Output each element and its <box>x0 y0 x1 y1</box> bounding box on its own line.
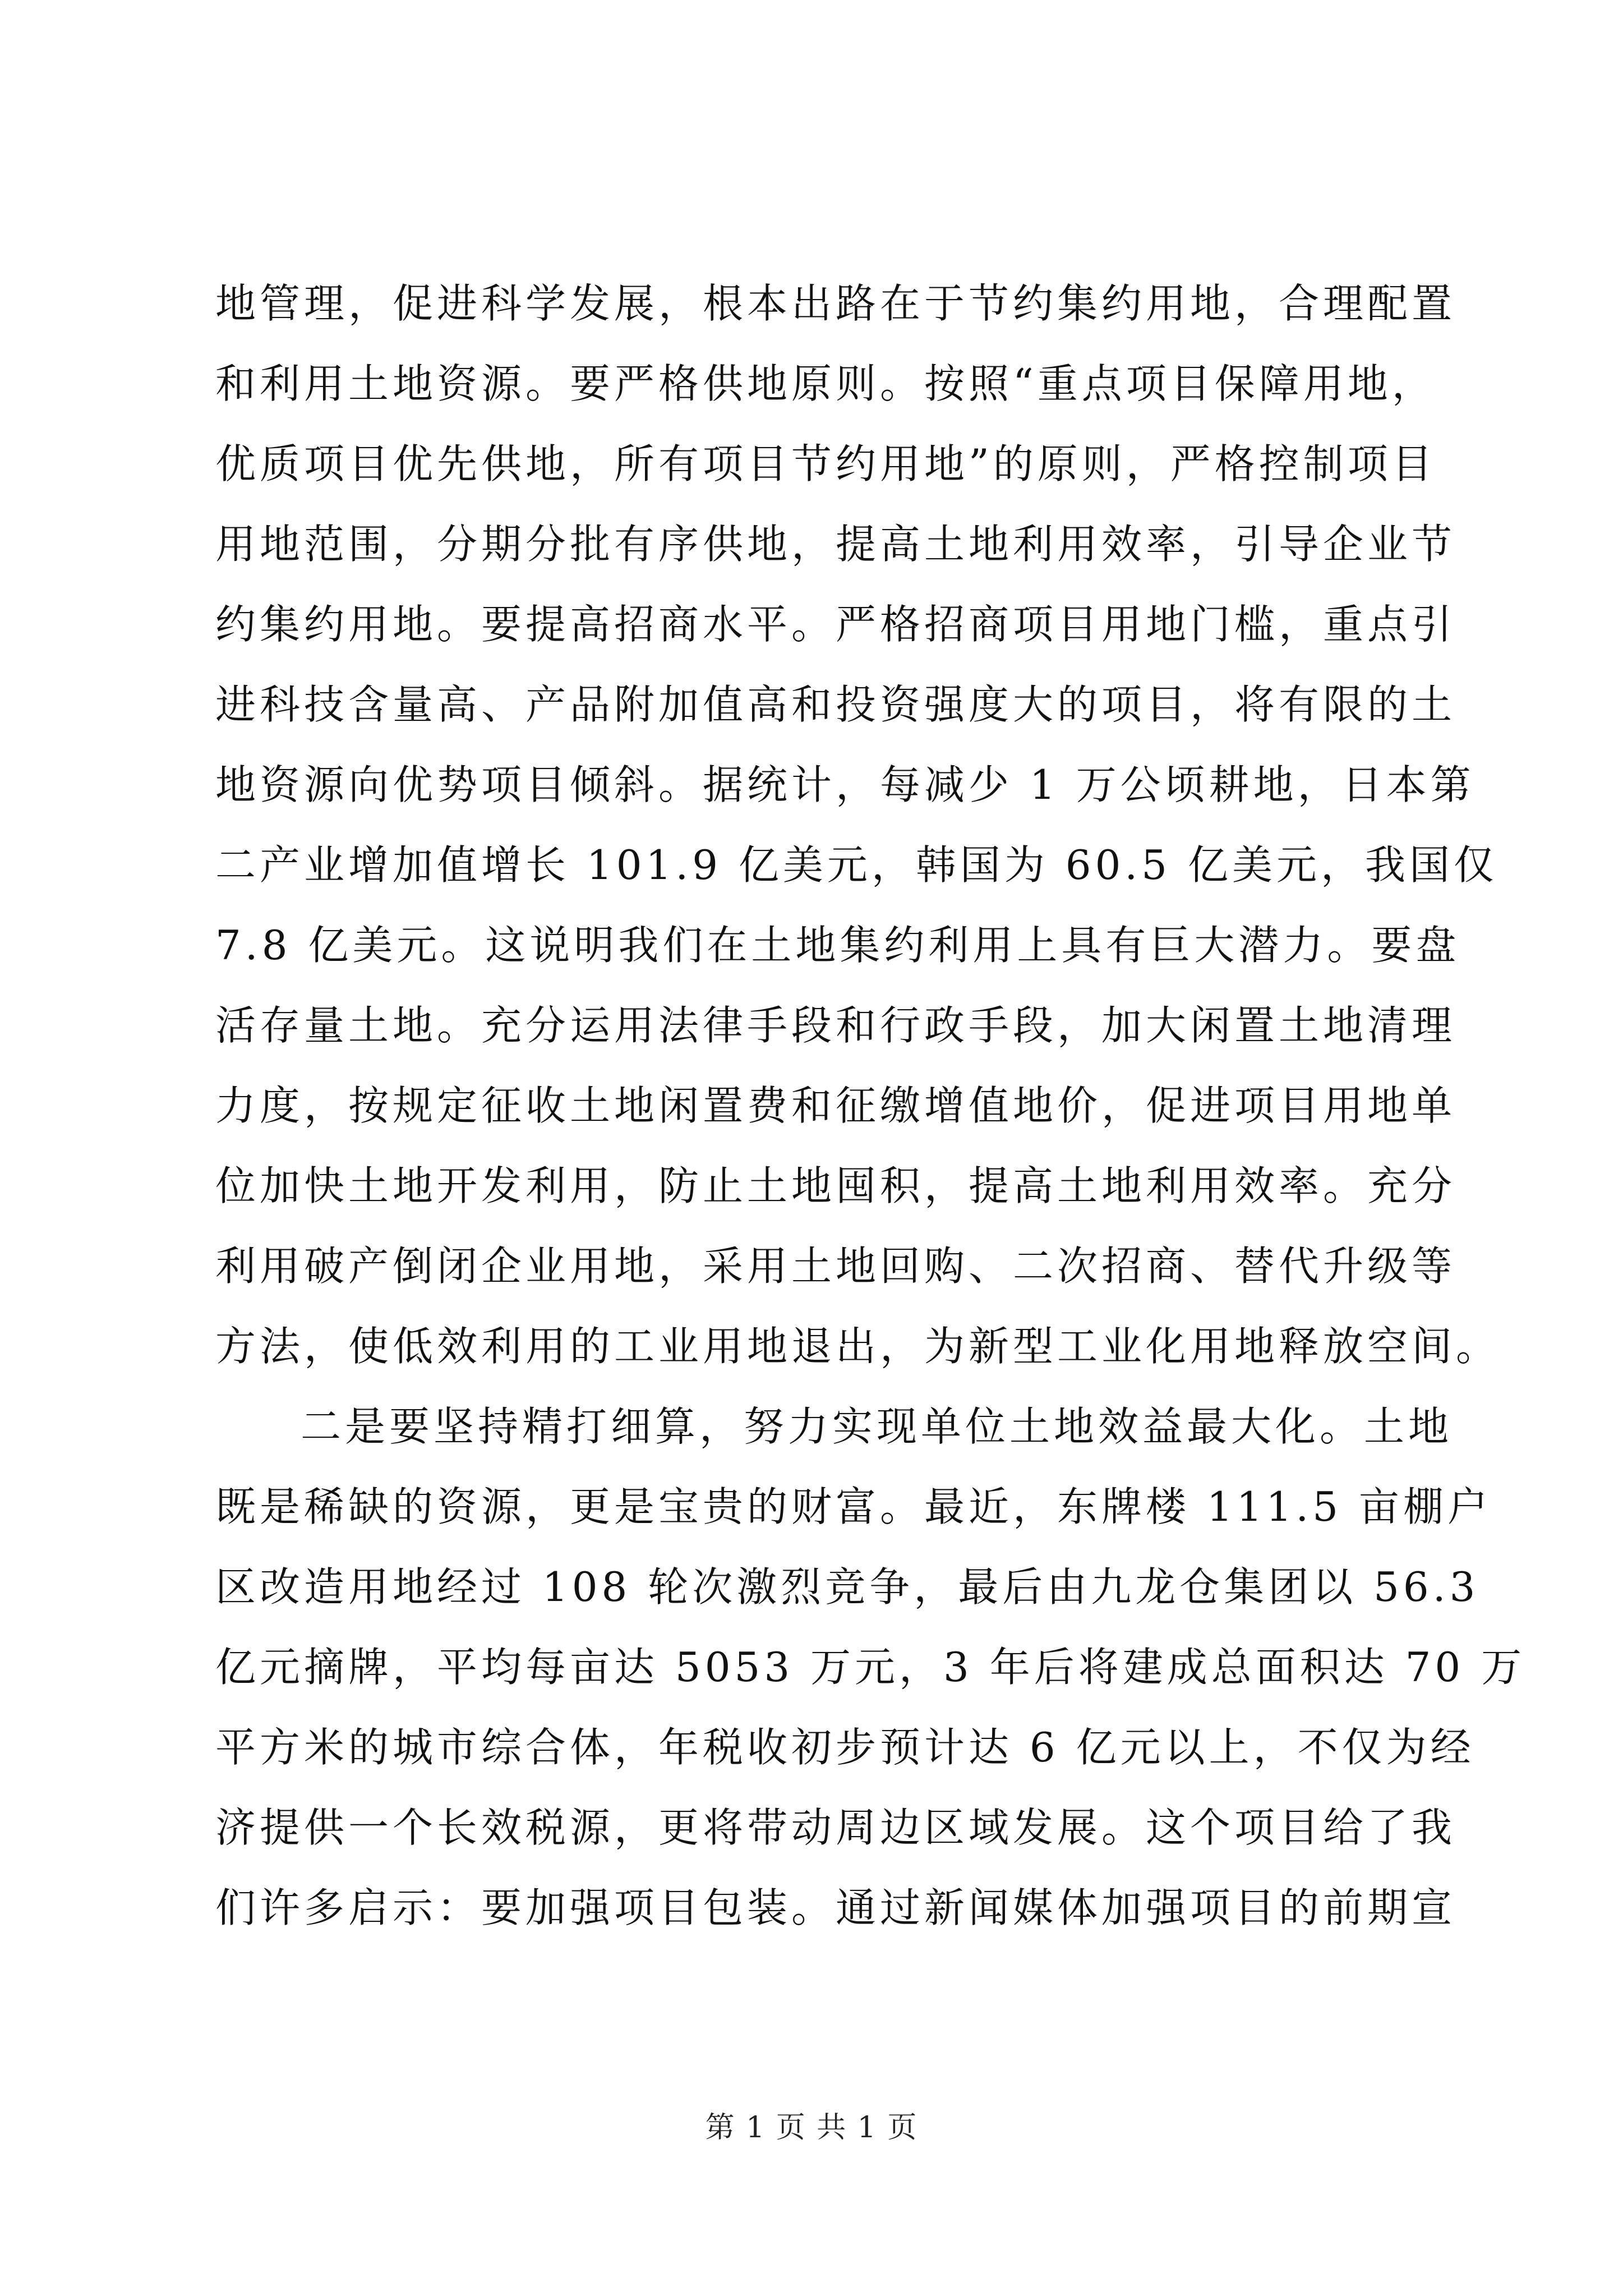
text-line-17: 区改造用地经过 108 轮次激烈竞争，最后由九龙仓集团以 56.3 <box>215 1563 1479 1611</box>
text-line-9: 7.8 亿美元。这说明我们在土地集约利用上具有巨大潜力。要盘 <box>215 922 1460 969</box>
text-line-1: 地管理，促进科学发展，根本出路在于节约集约用地，合理配置 <box>215 280 1456 327</box>
text-line-20: 济提供一个长效税源，更将带动周边区域发展。这个项目给了我 <box>215 1804 1456 1851</box>
text-line-4: 用地范围，分期分批有序供地，提高土地利用效率，引导企业节 <box>215 521 1456 568</box>
text-line-2: 和利用土地资源。要严格供地原则。按照“重点项目保障用地， <box>215 360 1436 407</box>
text-line-13: 利用破产倒闭企业用地，采用土地回购、二次招商、替代升级等 <box>215 1243 1456 1290</box>
text-line-18: 亿元摘牌，平均每亩达 5053 万元，3 年后将建成总面积达 70 万 <box>215 1644 1526 1691</box>
text-line-14: 方法，使低效利用的工业用地退出，为新型工业化用地释放空间。 <box>215 1323 1501 1370</box>
page-footer: 第 1 页 共 1 页 <box>705 2111 918 2145</box>
text-line-12: 位加快土地开发利用，防止土地囤积，提高土地利用效率。充分 <box>215 1162 1456 1209</box>
text-line-15-paragraph-start: 二是要坚持精打细算，努力实现单位土地效益最大化。土地 <box>301 1403 1453 1450</box>
body-text <box>215 264 1526 1948</box>
text-line-7: 地资源向优势项目倾斜。据统计，每减少 1 万公顷耕地，日本第 <box>215 761 1475 808</box>
text-line-10: 活存量土地。充分运用法律手段和行政手段，加大闲置土地清理 <box>215 1002 1456 1049</box>
text-line-3: 优质项目优先供地，所有项目节约用地”的原则，严格控制项目 <box>215 440 1436 487</box>
text-line-19: 平方米的城市综合体，年税收初步预计达 6 亿元以上，不仅为经 <box>215 1724 1475 1771</box>
text-line-8: 二产业增加值增长 101.9 亿美元，韩国为 60.5 亿美元，我国仅 <box>215 841 1498 889</box>
text-line-6: 进科技含量高、产品附加值高和投资强度大的项目，将有限的土 <box>215 681 1456 728</box>
text-line-5: 约集约用地。要提高招商水平。严格招商项目用地门槛，重点引 <box>215 601 1456 648</box>
text-line-16: 既是稀缺的资源，更是宝贵的财富。最近，东牌楼 111.5 亩棚户 <box>215 1483 1492 1530</box>
text-line-11: 力度，按规定征收土地闲置费和征缴增值地价，促进项目用地单 <box>215 1082 1456 1129</box>
text-line-21: 们许多启示：要加强项目包装。通过新闻媒体加强项目的前期宣 <box>215 1884 1456 1931</box>
